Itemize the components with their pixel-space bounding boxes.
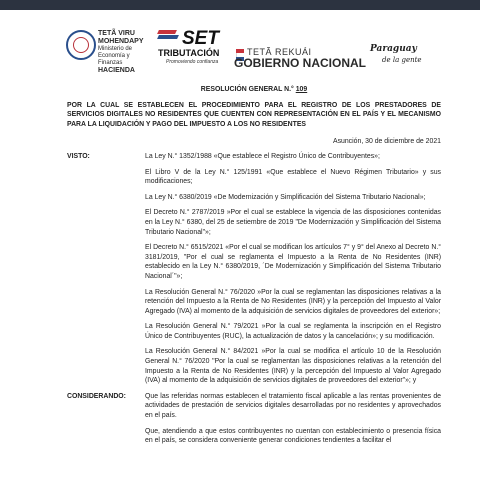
resolution-document: [67, 85, 441, 452]
gobierno-line1: TETÃ REKUÁI: [247, 47, 312, 57]
header-logos: TETÃ VIRU MOHENDAPY Ministerio de Economía y Finanzas HACIENDA SET TRIBUTACIÓN Promoviendo confianza TETÃ REKUÁI GOBIERNO NACIONAL Paraguay de la gente: [0, 14, 480, 76]
considerando-item: Que las referidas normas establecen el tratamiento fiscal aplicable a las rentas provenientes de actividades de prestación de servicios digitales desarrolladas por no residentes y aprovechados en el país.: [145, 392, 441, 420]
visto-item: La Ley N.° 1352/1988 «Que establece el Registro Único de Contribuyentes»;: [145, 152, 380, 160]
visto-item: La Resolución General N.° 79/2021 »Por la cual se reglamenta la inscripción en el Registro Único de Contribuyentes (RUC), la actualización de datos y la cancelación»; y su modificación.: [145, 323, 441, 340]
visto-item: La Resolución General N.° 84/2021 »Por la cual se modifica el artículo 10 de la Resolución General N.° 76/2020 "Por la cual se reglamentan las disposiciones relativas a la retención del Impuesto a la Renta de No Residentes (INR) y la percepción del Impuesto al Valor Agregado (IVA) al momento de la adquisición de servicios digitales de proveedores del exterior"»; y: [145, 348, 441, 385]
resolution-date: Asunción, 30 de diciembre de 2021: [332, 138, 441, 146]
hacienda-seal-icon: [66, 30, 96, 60]
paraguay-logo-line1: Paraguay: [370, 44, 417, 54]
visto-item: El Decreto N.° 6515/2021 «Por el cual se modifican los artículos 7° y 9° del Anexo al Decreto N.° 3181/2019, "Por el cual se reglamenta el Impuesto a la Renta de No Residentes (INR) establecido en la Ley N.° 6380/2019, ´De Modernización y Simplificación del Sistema Tributario Nacional´"»;: [145, 244, 441, 280]
visto-item: La Resolución General N.° 76/2020 »Por la cual se reglamentan las disposiciones relativas a la retención del Impuesto a la Renta de No Residentes (INR) y la percepción del Impuesto al Valor Agregado (IVA) al momento de la adquisición de servicios digitales de proveedores del exterior»;: [145, 288, 441, 315]
visto-section: [67, 152, 441, 392]
paraguay-logo-line2: de la gente: [382, 56, 422, 64]
visto-item: El Decreto N.° 2787/2019 »Por el cual se establece la vigencia de las disposiciones contenidas en la Ley N.° 6380, del 25 de setiembre de 2019 "De Modernización y Simplificación del Sistema Tributario Nacional"»;: [145, 209, 441, 236]
set-flag-icon: [158, 30, 182, 44]
hacienda-logo-text: TETÃ VIRU MOHENDAPY Ministerio de Economía y Finanzas HACIENDA: [98, 30, 144, 74]
considerando-section: [67, 392, 441, 452]
top-bar: [0, 0, 480, 10]
visto-item: La Ley N.° 6380/2019 «De Modernización y Simplificación del Sistema Tributario Nacional»;: [145, 193, 426, 201]
resolution-title: RESOLUCIÓN GENERAL N.° 109: [200, 86, 308, 93]
visto-label: VISTO:: [67, 152, 90, 160]
gobierno-line2: GOBIERNO NACIONAL: [234, 56, 366, 70]
visto-item: El Libro V de la Ley N.° 125/1991 «Que establece el Nuevo Régimen Tributario» y sus modificaciones;: [145, 168, 441, 186]
resolution-subject: POR LA CUAL SE ESTABLECEN EL PROCEDIMIENTO PARA EL REGISTRO DE LOS PRESTADORES DE SERVICIOS DIGITALES NO RESIDENTES QUE CUENTEN CON REPRESENTACIÓN EN EL PAÍS Y EL MECANISMO PARA LA LIQUIDACIÓN Y PAGO DEL IMPUESTO A LOS NO RESIDENTES: [67, 101, 441, 128]
considerando-item: Que, atendiendo a que estos contribuyentes no cuentan con establecimiento o presencia física en el país, se considera conveniente generar condiciones tendientes a facilitar el: [145, 427, 441, 445]
considerando-label: CONSIDERANDO:: [67, 392, 126, 400]
